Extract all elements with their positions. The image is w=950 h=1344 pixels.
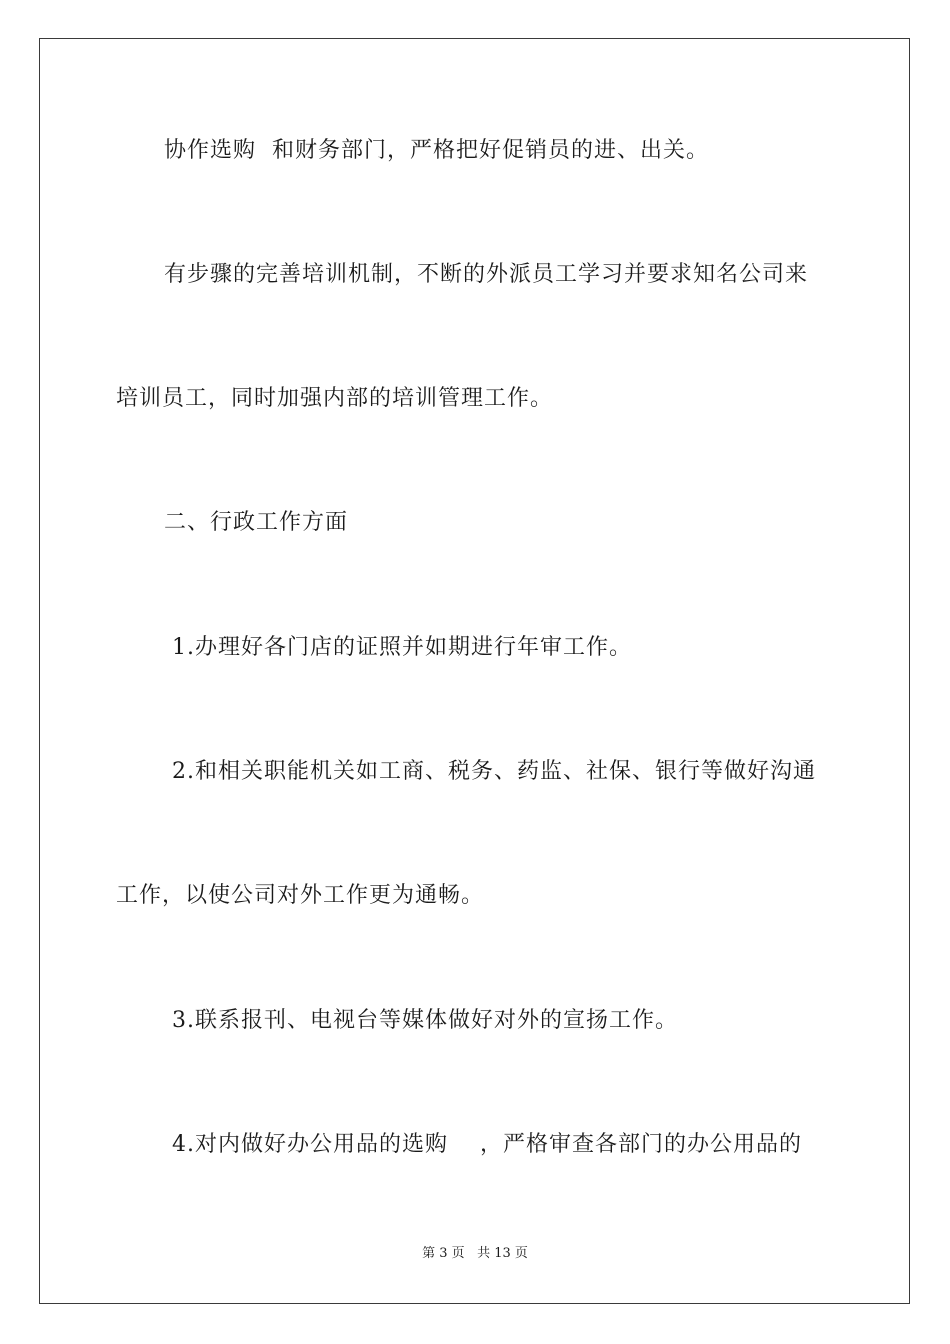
total-pages: 共 13 页 [477,1246,528,1261]
paragraph-line-1: 协作选购 和财务部门，严格把好促销员的进、出关。 [164,138,709,163]
list-item-4: 4.对内做好办公用品的选购 ，严格审查各部门的办公用品的 [172,1132,802,1157]
page-border [39,38,910,1304]
page-number: 第 3 页 [422,1246,465,1261]
paragraph-line-3: 培训员工，同时加强内部的培训管理工作。 [116,386,554,411]
list-item-2: 2.和相关职能机关如工商、税务、药监、社保、银行等做好沟通 [172,759,816,784]
section-heading: 二、行政工作方面 [164,510,349,535]
page-footer [0,1245,950,1263]
list-item-2-continued: 工作，以使公司对外工作更为通畅。 [116,883,485,908]
list-item-3: 3.联系报刊、电视台等媒体做好对外的宣扬工作。 [172,1008,678,1033]
list-item-1: 1.办理好各门店的证照并如期进行年审工作。 [172,635,632,660]
paragraph-line-2: 有步骤的完善培训机制，不断的外派员工学习并要求知名公司来 [164,262,809,287]
